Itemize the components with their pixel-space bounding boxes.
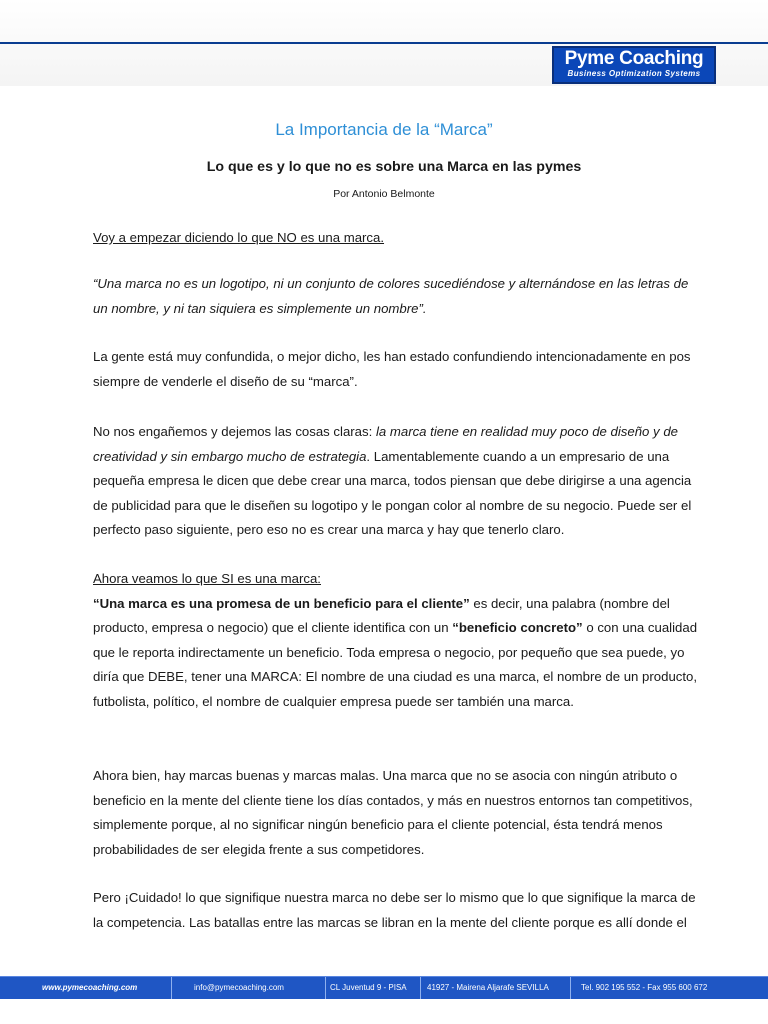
logo-title: Pyme Coaching [564, 48, 704, 69]
footer-city: 41927 - Mairena Aljarafe SEVILLA [420, 977, 570, 999]
article-title: La Importancia de la “Marca” [275, 120, 493, 139]
brand-definition-body-2: o con una cualidad que le reporta indirectamente un beneficio. Toda empresa o negocio, por pequeño que sea puede, yo diría que DEBE, tener una MARCA: El nombre de una ciudad es una marca, el nombre de un producto, futbolista, político, el nombre de cualquier empresa puede ser también una marca. [93, 620, 698, 709]
paragraph-quote: “Una marca no es un logotipo, ni un conjunto de colores sucediéndose y alternándose en las letras de un nombre, y ni tan siquiera es simplemente un nombre”. [93, 276, 689, 316]
footer-address: CL Juventud 9 - PISA [325, 977, 420, 999]
what-is-brand-heading: Ahora veamos lo que SI es una marca: [93, 571, 321, 586]
clarity-lead: No nos engañemos y dejemos las cosas claras: [93, 424, 376, 439]
page-footer [0, 976, 768, 999]
brand-definition-quote: “Una marca es una promesa de un beneficio para el cliente” [93, 595, 470, 611]
pyme-coaching-logo [552, 46, 716, 84]
article-subtitle: Lo que es y lo que no es sobre una Marca en las pymes [206, 159, 582, 175]
logo-subtitle: Business Optimization Systems [567, 69, 701, 78]
footer-phone: Tel. 902 195 552 - Fax 955 600 672 [570, 977, 738, 999]
footer-email: info@pymecoaching.com [171, 977, 325, 999]
paragraph-confusion: La gente está muy confundida, o mejor dicho, les han estado confundiendo intencionadamente en pos siempre de venderle el diseño de su “marca”. [93, 349, 691, 389]
header-divider [0, 42, 768, 44]
clarity-emphasis: la marca tiene en realidad muy poco de diseño y de creatividad y sin embargo mucho de estrategia [93, 424, 678, 464]
paragraph-good-bad-brands: Ahora bien, hay marcas buenas y marcas malas. Una marca que no se asocia con ningún atributo o beneficio en la mente del cliente tiene los días contados, y más en nuestros entornos tan competitivos, simplemente porque, al no significar ningún beneficio para el cliente potencial, ésta tendrá menos probabilidades de ser elegida frente a sus competidores. [93, 768, 693, 857]
paragraph-intro-heading: Voy a empezar diciendo lo que NO es una marca. [93, 230, 385, 245]
clarity-body: . Lamentablemente cuando a un empresario de una pequeña empresa le dicen que debe crear una marca, todos piensan que debe dirigirse a una agencia de publicidad para que le diseñen su logotipo y le pongan color al nombre de su negocio. Puede ser el perfecto paso siguiente, pero eso no es crear una marca y hay que tenerlo claro. [93, 448, 692, 537]
brand-definition-benefit: “beneficio concreto” [452, 620, 583, 635]
paragraph-warning: Pero ¡Cuidado! lo que signifique nuestra marca no debe ser lo mismo que lo que signifique la marca de la competencia. Las batallas entre las marcas se libran en la mente del cliente porque es allí donde el [93, 890, 696, 930]
paragraph-what-is-brand [93, 567, 703, 714]
footer-website: www.pymecoaching.com [42, 983, 138, 992]
paragraph-clarity [93, 420, 703, 543]
brand-definition-body-1: es decir, una palabra (nombre del producto, empresa o negocio) que el cliente identifica con un [93, 595, 670, 635]
article-author: Por Antonio Belmonte [333, 188, 435, 200]
